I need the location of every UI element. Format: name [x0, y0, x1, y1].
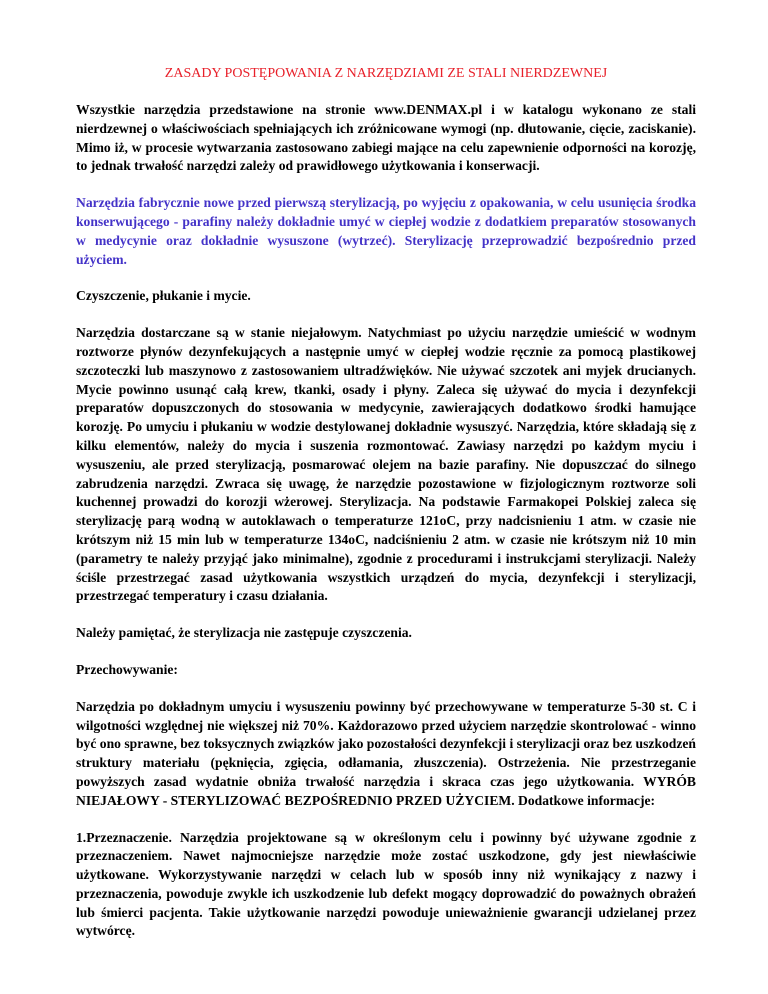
storage-paragraph: Narzędzia po dokładnym umyciu i wysuszeniu powinny być przechowywane w temperaturze 5-30 st. C i wilgotności względnej nie większej niż 70%. Każdorazowo przed użyciem narzędzie skontrolować - winno być ono sprawne, bez toksycznych związków jako pozostałości dezynfekcji i sterylizacji oraz bez uszkodzeń struktury materiału (pęknięcia, zgięcia, odłamania, złuszczenia). Ostrzeżenia. Nie przestrzeganie powyższych zasad wydatnie obniża trwałość narzędzia i skraca czas jego użytkowania. WYRÓB NIEJAŁOWY - STERYLIZOWAĆ BEZPOŚREDNIO PRZED UŻYCIEM. Dodatkowe informacje: — [76, 698, 696, 808]
new-tools-paragraph: Narzędzia fabrycznie nowe przed pierwszą sterylizacją, po wyjęciu z opakowania, w celu usunięcia środka konserwującego - parafiny należy dokładnie umyć w ciepłej wodzie z dodatkiem preparatów stosowanych w medycynie oraz dokładnie wysuszone (wytrzeć). Sterylizację przeprowadzić bezpośrednio przed użyciem. — [76, 195, 696, 267]
document-title: ZASADY POSTĘPOWANIA Z NARZĘDZIAMI ZE STALI NIERDZEWNEJ — [164, 66, 608, 81]
reminder-paragraph: Należy pamiętać, że sterylizacja nie zastępuje czyszczenia. — [76, 625, 412, 641]
cleaning-paragraph: Narzędzia dostarczane są w stanie niejałowym. Natychmiast po użyciu narzędzie umieścić w wodnym roztworze płynów dezynfekujących a następnie umyć w ciepłej wodzie ręcznie za pomocą plastikowej szczoteczki lub maszynowo z zastosowaniem ultradźwięków. Nie używać szczotek ani myjek drucianych. Mycie powinno usunąć całą krew, tkanki, osady i płyny. Zaleca się używać do mycia i dezynfekcji preparatów dopuszczonych do stosowania w medycynie, zawierających dodatkowo środki hamujące korozję. Po umyciu i płukaniu w wodzie destylowanej dokładnie wysuszyć. Narzędzia, które składają się z kilku elementów, należy do mycia i suszenia rozmontować. Zawiasy narzędzi po każdym myciu i wysuszeniu, ale przed sterylizacją, posmarować olejem na bazie parafiny. Nie dopuszczać do silnego zabrudzenia narzędzi. Zwraca się uwagę, że narzędzie pozostawione w fizjologicznym roztworze soli kuchennej prowadzi do korozji wżerowej. Sterylizacja. Na podstawie Farmakopei Polskiej zaleca się sterylizację parą wodną w autoklawach o temperaturze 121oC, przy nadcisnieniu 1 atm. w czasie nie krótszym niż 15 min lub w temperaturze 134oC, nadciśnieniu 2 atm. w czasie nie krótszym niż 10 min (parametry te należy przyjąć jako minimalne), zgodnie z procedurami i instrukcjami sterylizacji. Należy ściśle przestrzegać zasad użytkowania wszystkich urządzeń do mycia, dezynfekcji i sterylizacji, przestrzegać temperatury i czasu działania. — [76, 325, 696, 604]
cleaning-heading: Czyszczenie, płukanie i mycie. — [76, 288, 251, 304]
intro-paragraph: Wszystkie narzędzia przedstawione na stronie www.DENMAX.pl i w katalogu wykonano ze stali nierdzewnej o właściwościach spełniających ich zróżnicowane wymogi (np. dłutowanie, cięcie, zaciskanie). Mimo iż, w procesie wytwarzania zastosowano zabiegi mające na celu zapewnienie odporności na korozję, to jednak trwałość narzędzi zależy od prawidłowego użytkowania i konserwacji. — [76, 102, 696, 174]
purpose-paragraph: 1.Przeznaczenie. Narzędzia projektowane są w określonym celu i powinny być używane zgodnie z przeznaczeniem. Nawet najmocniejsze narzędzie może zostać uszkodzone, gdy jest niewłaściwie użytkowane. Wykorzystywanie narzędzi w celach lub w sposób inny niż wynikający z nazwy i przeznaczenia, powoduje zwykle ich uszkodzenie lub defekt mogący doprowadzić do poważnych obrażeń lub śmierci pacjenta. Takie użytkowanie narzędzi powoduje unieważnienie gwarancji udzielanej przez wytwórcę. — [76, 829, 696, 939]
storage-heading: Przechowywanie: — [76, 661, 178, 677]
